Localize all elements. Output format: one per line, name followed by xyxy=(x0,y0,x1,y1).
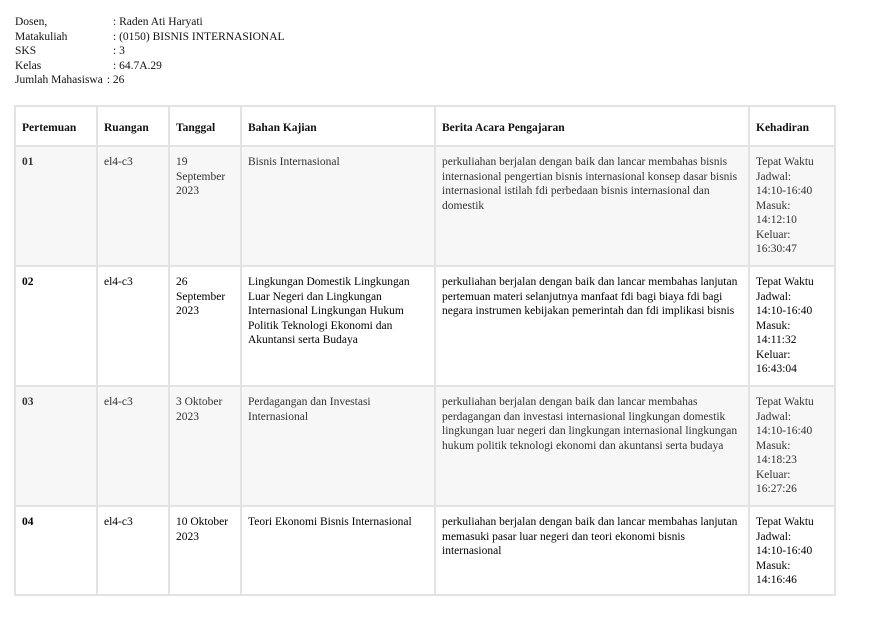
status-text: Tepat Waktu xyxy=(756,516,814,528)
keluar-value: 16:27:26 xyxy=(756,483,797,495)
tanggal-cell: 3 Oktober 2023 xyxy=(169,386,241,506)
status-text: Tepat Waktu xyxy=(756,396,814,408)
kehadiran-cell xyxy=(749,146,835,266)
masuk-value: 14:18:23 xyxy=(756,454,797,466)
jumlah-value: : 26 xyxy=(106,74,125,86)
masuk-label: Masuk: xyxy=(756,199,791,212)
keluar-value: 16:30:47 xyxy=(756,243,797,255)
pertemuan-cell: 03 xyxy=(15,386,97,506)
jadwal-label: Jadwal: xyxy=(756,170,792,183)
bahan-cell: Lingkungan Domestik Lingkungan Luar Negeri dan Lingkungan Internasional Lingkungan Hukum Politik Teknologi Ekonomi dan Akuntansi serta Budaya xyxy=(241,266,435,386)
jadwal-value: 14:10-16:40 xyxy=(756,305,813,317)
keluar-label: Keluar: xyxy=(756,228,791,241)
kehadiran-cell xyxy=(749,386,835,506)
masuk-value: 14:16:46 xyxy=(756,574,797,586)
table-header-row xyxy=(15,106,835,146)
jadwal-value: 14:10-16:40 xyxy=(756,545,813,557)
masuk-label: Masuk: xyxy=(756,319,791,332)
jumlah-row xyxy=(15,73,285,88)
tanggal-cell: 26 September 2023 xyxy=(169,266,241,386)
matakuliah-row xyxy=(15,30,285,45)
keluar-value: 16:43:04 xyxy=(756,363,797,375)
jadwal-label: Jadwal: xyxy=(756,410,792,423)
berita-cell: perkuliahan berjalan dengan baik dan lancar membahas lanjutan pertemuan materi selanjutnya manfaat fdi bagi biaya fdi bagi negara instrumen kebijakan pemerintah dan fdi implikasi bisnis xyxy=(435,266,749,386)
ruangan-cell: el4-c3 xyxy=(97,266,169,386)
kehadiran-cell xyxy=(749,266,835,386)
sks-row xyxy=(15,44,285,59)
tanggal-cell: 19 September 2023 xyxy=(169,146,241,266)
pertemuan-cell: 01 xyxy=(15,146,97,266)
kelas-value: : 64.7A.29 xyxy=(113,59,162,72)
table-row xyxy=(15,146,835,266)
matakuliah-label: Matakuliah xyxy=(15,30,68,43)
keluar-label: Keluar: xyxy=(756,468,791,481)
berita-cell: perkuliahan berjalan dengan baik dan lancar membahas perdagangan dan investasi internasional lingkungan domestik lingkungan luar negeri dan lingkungan internasional lingkungan hukum politik teknologi ekonomi dan akuntansi serta budaya xyxy=(435,386,749,506)
ruangan-cell: el4-c3 xyxy=(97,506,169,595)
ruangan-cell: el4-c3 xyxy=(97,146,169,266)
table-row xyxy=(15,386,835,506)
course-info xyxy=(15,15,285,88)
jadwal-value: 14:10-16:40 xyxy=(756,425,813,437)
masuk-label: Masuk: xyxy=(756,439,791,452)
kehadiran-cell xyxy=(749,506,835,595)
col-pertemuan: Pertemuan xyxy=(15,106,97,146)
dosen-value: : Raden Ati Haryati xyxy=(113,16,203,28)
col-ruangan: Ruangan xyxy=(97,106,169,146)
sks-value: : 3 xyxy=(113,45,125,57)
jadwal-value: 14:10-16:40 xyxy=(756,185,813,197)
bahan-cell: Teori Ekonomi Bisnis Internasional xyxy=(241,506,435,595)
jadwal-label: Jadwal: xyxy=(756,530,792,543)
berita-cell: perkuliahan berjalan dengan baik dan lancar membahas lanjutan memasuki pasar luar negeri dan teori ekonomi bisnis internasional xyxy=(435,506,749,595)
berita-cell: perkuliahan berjalan dengan baik dan lancar membahas bisnis internasional pengertian bisnis internasional konsep dasar bisnis internasional istilah fdi perbedaan bisnis internasional dan domestik xyxy=(435,146,749,266)
table-row xyxy=(15,266,835,386)
col-berita-acara: Berita Acara Pengajaran xyxy=(435,106,749,146)
bahan-cell: Bisnis Internasional xyxy=(241,146,435,266)
tanggal-cell: 10 Oktober 2023 xyxy=(169,506,241,595)
masuk-value: 14:12:10 xyxy=(756,214,797,226)
col-tanggal: Tanggal xyxy=(169,106,241,146)
col-bahan-kajian: Bahan Kajian xyxy=(241,106,435,146)
masuk-label: Masuk: xyxy=(756,559,791,572)
keluar-label: Keluar: xyxy=(756,348,791,361)
dosen-row xyxy=(15,15,285,30)
sks-label: SKS xyxy=(15,45,37,57)
pertemuan-cell: 02 xyxy=(15,266,97,386)
status-text: Tepat Waktu xyxy=(756,276,814,288)
kelas-row xyxy=(15,59,285,74)
table-row xyxy=(15,506,835,595)
status-text: Tepat Waktu xyxy=(756,156,814,168)
attendance-table xyxy=(14,105,836,596)
ruangan-cell: el4-c3 xyxy=(97,386,169,506)
matakuliah-value: : (0150) BISNIS INTERNASIONAL xyxy=(113,30,285,43)
dosen-label: Dosen, xyxy=(15,16,48,28)
bahan-cell: Perdagangan dan Investasi Internasional xyxy=(241,386,435,506)
pertemuan-cell: 04 xyxy=(15,506,97,595)
jadwal-label: Jadwal: xyxy=(756,290,792,303)
col-kehadiran: Kehadiran xyxy=(749,106,835,146)
kelas-label: Kelas xyxy=(15,59,42,72)
masuk-value: 14:11:32 xyxy=(756,334,797,346)
jumlah-label: Jumlah Mahasiswa xyxy=(15,74,103,86)
